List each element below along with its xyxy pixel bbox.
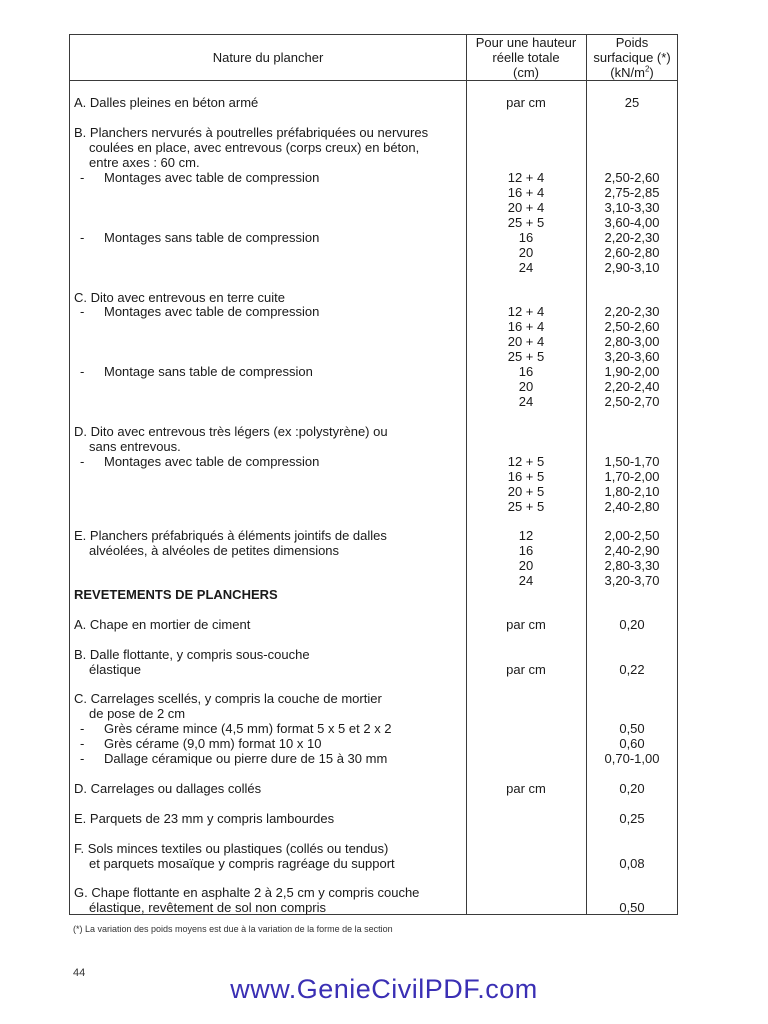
row-weight: 2,80-3,00 (604, 334, 660, 349)
header-weight-line1: Poids (615, 35, 649, 50)
row-nature: F. Sols minces textiles ou plastiques (collés ou tendus) (74, 841, 389, 856)
row-height: 20 + 4 (507, 334, 545, 349)
row-nature (80, 170, 320, 185)
row-nature: B. Planchers nervurés à poutrelles préfabriquées ou nervures (74, 125, 429, 140)
row-nature-text: Montage sans table de compression (104, 364, 313, 379)
header-height (466, 35, 586, 80)
row-weight: 3,20-3,70 (604, 573, 660, 588)
row-weight: 25 (624, 95, 640, 110)
row-height: 20 + 5 (507, 484, 545, 499)
row-height: 16 (518, 230, 534, 245)
row-nature: D. Dito avec entrevous très légers (ex :polystyrène) ou (74, 424, 388, 439)
row-height: par cm (506, 95, 546, 110)
row-nature: élastique (89, 662, 142, 677)
row-height: 12 (518, 528, 534, 543)
row-weight: 0,50 (619, 721, 645, 736)
row-weight: 0,20 (619, 617, 645, 632)
dash-bullet: - (80, 170, 85, 185)
row-nature (80, 736, 322, 751)
row-nature (80, 721, 392, 736)
row-nature: A. Chape en mortier de ciment (74, 617, 251, 632)
load-table (69, 34, 678, 915)
row-weight: 2,20-2,30 (604, 230, 660, 245)
dash-bullet: - (80, 304, 85, 319)
header-weight-line3: $(kN/m^2)$ (610, 64, 654, 80)
row-nature: B. Dalle flottante, y compris sous-couche (74, 647, 310, 662)
row-nature: A. Dalles pleines en béton armé (74, 95, 259, 110)
row-weight: 3,60-4,00 (604, 215, 660, 230)
row-nature-text: Montages avec table de compression (104, 304, 320, 319)
row-nature: REVETEMENTS DE PLANCHERS (74, 587, 278, 602)
row-nature: élastique, revêtement de sol non compris (89, 900, 327, 915)
header-height-line3: (cm) (513, 65, 539, 80)
row-height: 16 + 5 (507, 469, 545, 484)
row-height: 20 (518, 245, 534, 260)
row-nature (80, 230, 320, 245)
row-nature: D. Carrelages ou dallages collés (74, 781, 262, 796)
dash-bullet: - (80, 454, 85, 469)
row-weight: 2,20-2,40 (604, 379, 660, 394)
row-weight: 0,60 (619, 736, 645, 751)
row-weight: 3,10-3,30 (604, 200, 660, 215)
row-weight: 2,40-2,80 (604, 499, 660, 514)
header-divider (70, 80, 677, 81)
row-height: 25 + 5 (507, 215, 545, 230)
row-weight: 1,50-1,70 (604, 454, 660, 469)
row-nature: C. Carrelages scellés, y compris la couche de mortier (74, 691, 382, 706)
watermark-link[interactable]: www.GenieCivilPDF.com (230, 974, 538, 1004)
row-nature: E. Parquets de 23 mm y compris lambourdes (74, 811, 335, 826)
row-height: par cm (506, 617, 546, 632)
row-weight: 3,20-3,60 (604, 349, 660, 364)
row-nature: E. Planchers préfabriqués à éléments jointifs de dalles (74, 528, 387, 543)
row-nature: entre axes : 60 cm. (89, 155, 200, 170)
row-weight: 0,70-1,00 (604, 751, 660, 766)
header-weight (586, 35, 678, 80)
row-weight: 2,20-2,30 (604, 304, 660, 319)
header-weight-line2: surfacique (*) (593, 50, 671, 65)
row-height: 12 + 4 (507, 304, 545, 319)
row-height: 24 (518, 260, 534, 275)
row-height: 20 (518, 558, 534, 573)
row-nature: et parquets mosaïque y compris ragréage du support (89, 856, 395, 871)
row-weight: 2,50-2,60 (604, 170, 660, 185)
header-height-line1: Pour une hauteur (475, 35, 577, 50)
row-height: 12 + 4 (507, 170, 545, 185)
row-nature-text: Dallage céramique ou pierre dure de 15 à 30 mm (104, 751, 388, 766)
row-height: 20 (518, 379, 534, 394)
row-nature: G. Chape flottante en asphalte 2 à 2,5 cm y compris couche (74, 885, 420, 900)
row-nature: de pose de 2 cm (89, 706, 186, 721)
row-height: 12 + 5 (507, 454, 545, 469)
row-weight: 2,00-2,50 (604, 528, 660, 543)
row-nature-text: Grès cérame mince (4,5 mm) format 5 x 5 et 2 x 2 (104, 721, 392, 736)
row-nature: sans entrevous. (89, 439, 181, 454)
page-number: 44 (73, 967, 86, 979)
row-nature-text: Grès cérame (9,0 mm) format 10 x 10 (104, 736, 322, 751)
dash-bullet: - (80, 721, 85, 736)
row-nature (80, 364, 313, 379)
row-nature: C. Dito avec entrevous en terre cuite (74, 290, 285, 305)
dash-bullet: - (80, 751, 85, 766)
row-weight: 2,80-3,30 (604, 558, 660, 573)
row-weight: 1,90-2,00 (604, 364, 660, 379)
row-nature-text: Montages sans table de compression (104, 230, 320, 245)
row-weight: 2,50-2,60 (604, 319, 660, 334)
row-weight: 2,90-3,10 (604, 260, 660, 275)
row-height: 16 (518, 543, 534, 558)
header-height-line2: réelle totale (492, 50, 560, 65)
row-nature (80, 454, 320, 469)
dash-bullet: - (80, 364, 85, 379)
row-weight: 2,75-2,85 (604, 185, 660, 200)
dash-bullet: - (80, 230, 85, 245)
row-weight: 2,60-2,80 (604, 245, 660, 260)
row-weight: 0,22 (619, 662, 645, 677)
row-weight: 2,40-2,90 (604, 543, 660, 558)
row-height: 16 (518, 364, 534, 379)
row-nature: coulées en place, avec entrevous (corps creux) en béton, (89, 140, 420, 155)
row-height: 20 + 4 (507, 200, 545, 215)
row-height: 16 + 4 (507, 319, 545, 334)
row-nature (80, 304, 320, 319)
row-nature: alvéolées, à alvéoles de petites dimensions (89, 543, 340, 558)
row-weight: 2,50-2,70 (604, 394, 660, 409)
row-height: 25 + 5 (507, 499, 545, 514)
row-nature-text: Montages avec table de compression (104, 170, 320, 185)
row-nature-text: Montages avec table de compression (104, 454, 320, 469)
dash-bullet: - (80, 736, 85, 751)
row-nature (80, 751, 388, 766)
row-height: 24 (518, 573, 534, 588)
row-height: par cm (506, 781, 546, 796)
footnote: (*) La variation des poids moyens est due à la variation de la forme de la section (73, 924, 393, 934)
header-nature: Nature du plancher (212, 50, 324, 65)
row-weight: 0,08 (619, 856, 645, 871)
row-weight: 0,25 (619, 811, 645, 826)
row-height: 24 (518, 394, 534, 409)
row-height: par cm (506, 662, 546, 677)
row-weight: 1,80-2,10 (604, 484, 660, 499)
row-weight: 0,20 (619, 781, 645, 796)
row-weight: 0,50 (619, 900, 645, 915)
row-height: 16 + 4 (507, 185, 545, 200)
row-weight: 1,70-2,00 (604, 469, 660, 484)
row-height: 25 + 5 (507, 349, 545, 364)
